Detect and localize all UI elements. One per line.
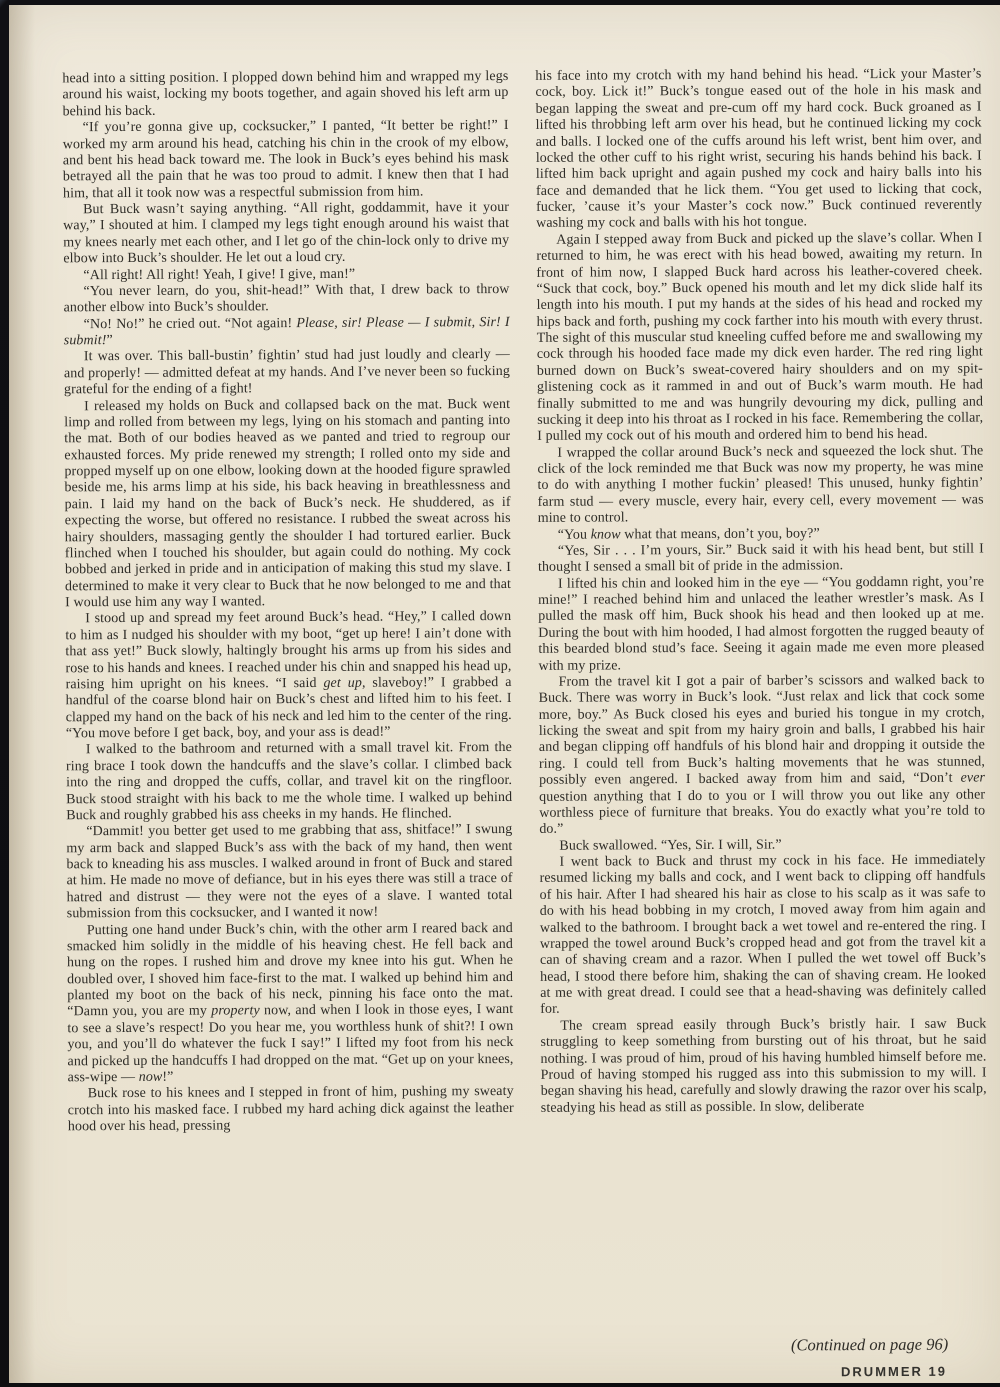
paragraph: “Yes, Sir . . . I’m yours, Sir.” Buck said it with his head bent, but still I thought I sensed a small bit of pride in the admission. bbox=[537, 541, 984, 576]
paragraph: “If you’re gonna give up, cocksucker,” I panted, “It better be right!” I worked my arm around his head, catching his chin in the crook of my elbow, and bent his head back toward me. The look in Buck’s eyes behind his mask betrayed all the pain that he was too proud to admit. I knew then that I had him, that all it took now was a respectful submission from him. bbox=[62, 118, 509, 201]
paragraph: “Dammit! you better get used to me grabbing that ass, shitface!” I swung my arm back and slapped Buck’s ass with the back of my hand, then went back to kneading his ass muscles. I walked around in front of Buck and stared at him. He made no move of defiance, but in his eyes there was still a trace of hatred and distrust — they were not the eyes of a slave. I wanted total submission from this cocksucker, and I wanted it now! bbox=[66, 822, 513, 922]
paragraph: It was over. This ball-bustin’ fightin’ stud had just loudly and clearly — and properly! — admitted defeat at my hands. And I’ve never been so fucking grateful for the ending of a fight! bbox=[63, 347, 510, 398]
paragraph: I stood up and spread my feet around Buck’s head. “Hey,” I called down to him as I nudged his shoulder with my boot, “get up here! I ain’t done with that ass yet!” Buck slowly, haltingly brought his arms up from his sides and rose to his hands and knees. I reached under his chin and snapped his head up, raising him upright on his knees. “I said get up, slaveboy!” I grabbed a handful of the coarse blond hair on Buck’s chest and lifted him to his feet. I clapped my hand on the back of his neck and led him to the center of the ring. “You move before I get back, boy, and your ass is dead!” bbox=[65, 609, 512, 742]
paragraph: I walked to the bathroom and returned with a small travel kit. From the ring brace I took down the handcuffs and the slave’s collar. I climbed back into the ring and dropped the cuffs, collar, and travel kit on the ringfloor. Buck stood straight with his back to me the whole time. I walked up behind Buck and roughly grabbed his ass cheeks in my hands. He flinched. bbox=[65, 740, 513, 824]
paragraph: Putting one hand under Buck’s chin, with the other arm I reared back and smacked him solidly in the middle of his heaving chest. He fell back and hung on the ropes. I rushed him and drove my knee into his gut. When he doubled over, I shoved him face-first to the mat. I walked up behind him and planted my boot on the back of his neck, pinning his face onto the mat. “Damn you, you are my property now, and when I look in those eyes, I want to see a slave’s respect! Do you hear me, you worthless hunk of shit?! I own you, and you’ll do whatever the fuck I say!” I lifted my foot from his neck and picked up the handcuffs I had dropped on the mat. “Get up on your knees, ass-wipe — now!” bbox=[66, 920, 514, 1086]
paragraph: “You never learn, do you, shit-head!” With that, I drew back to throw another elbow into Buck’s shoulder. bbox=[63, 281, 510, 316]
paragraph: I wrapped the collar around Buck’s neck and squeezed the lock shut. The click of the lock reminded me that Buck was now my property, he was mine to do with anything I mother fuckin’ pleased! This unused, hunky fightin’ farm stud — every muscle, every hair, every cell, every movement — was mine to control. bbox=[537, 443, 984, 526]
paragraph: I went back to Buck and thrust my cock in his face. He immediately resumed licking my balls and cock, and I went back to clipping off handfuls of his hair. After I had sheared his hair as close to his scalp as it was safe to do with his head bobbing in my crotch, I moved away from him again and walked to the bathroom. I brought back a wet towel and re-entered the ring. I wrapped the towel around Buck’s cropped head and got from the travel kit a can of shaving cream and a razor. When I pulled the wet towel off Buck’s head, I stood there before him, shaking the can of shaving cream. He looked at me with great dread. I could see that a head-shaving was definitely called for. bbox=[539, 852, 987, 1018]
paragraph: “All right! All right! Yeah, I give! I give, man!” bbox=[83, 266, 356, 283]
italic-emphasis: now bbox=[138, 1069, 163, 1085]
italic-emphasis: property bbox=[211, 1003, 260, 1019]
text-columns bbox=[9, 2, 1000, 1346]
paragraph: “No! No!” he cried out. “Not again! Please, sir! Please — I submit, Sir! I submit!” bbox=[63, 314, 510, 349]
paragraph: From the travel kit I got a pair of barber’s scissors and walked back to Buck. There was worry in Buck’s look. “Just relax and lick that cock some more, boy.” As Buck closed his eyes and buried his tongue in my crotch, licking the sweat and spit from my hairy groin and balls, I grabbed his hair and began clipping off handfuls of his blond hair and dropping it outside the ring. I could tell from Buck’s halting movements that he was stunned, possibly even angered. I backed away from him and said, “Don’t ever question anything that I do to you or I will throw you out like any other worthless piece of furniture that breaks. You do exactly what you’re told to do.” bbox=[538, 672, 986, 838]
paragraph: Buck rose to his knees and I stepped in front of him, pushing my sweaty crotch into his masked face. I rubbed my hard aching dick against the leather hood over his head, pressing bbox=[67, 1084, 514, 1135]
paragraph: “You know what that means, don’t you, boy?” bbox=[557, 525, 820, 543]
text-column-left bbox=[62, 69, 515, 1346]
paragraph: Again I stepped away from Buck and picked up the slave’s collar. When I returned to him, he was erect with his head bowed, awaiting my return. In front of him now, I slapped Buck hard across his leather-covered cheek. “Suck that cock, boy.” Buck opened his mouth and let my dick slide half its length into his mouth. I put my hands at the sides of his head and rocked my hips back and forth, pushing my cock farther into his mouth with every thrust. The sight of this muscular stud kneeling cuffed before me and swallowing my cock through his hooded face made my dick even harder. The red ring light burned down on Buck’s sweat-covered hairy shoulders and on my spit-glistening cock as it rammed in and out of Buck’s warm mouth. He had finally submitted to me and was hungrily devouring my dick, pulling and sucking it deep into his throat as I rocked in his face. Remembering the collar, I pulled my cock out of his mouth and ordered him to bend his head. bbox=[536, 230, 984, 445]
paragraph: his face into my crotch with my hand behind his head. “Lick your Master’s cock, boy. Lick it!” Buck’s tongue eased out of the hole in his mask and began lapping the sweat and pre-cum off my hard cock. Buck groaned as I lifted his throbbing left arm over his head, but he continued licking my cock and balls. I locked one of the cuffs around his left wrist, bent him over, and locked the other cuff to his right wrist, securing his hands behind his back. I lifted him back upright and again pushed my cock and hairy balls into his face and demanded that he lick them. “You get used to licking that cock, fucker, ’cause it’s your Master’s cock now.” Buck continued reverently washing my cock and balls with his hot tongue. bbox=[535, 66, 983, 232]
paragraph: I released my holds on Buck and collapsed back on the mat. Buck went limp and rolled from between my legs, lying on his stomach and panting into the mat. Both of our bodies heaved as we panted and tried to regroup our exhausted forces. My pride renewed my strength; I rolled onto my side and propped myself up on one elbow, looking down at the hooded figure sprawled beside me, his arms limp at his side, his back heaving in breathlessness and pain. I laid my hand on the back of Buck’s neck. He shuddered, as if expecting the worse, but offered no resistance. I rubbed the sweat across his hairy shoulders, massaging gently the shoulder I had tortured earlier. Buck flinched when I touched his shoulder, but again could do nothing. My cock bobbed and jerked in pride and in anticipation of making this stud my slave. I determined to make it very clear to Buck that he now belonged to me and that I would use him any way I wanted. bbox=[64, 396, 512, 611]
paragraph: But Buck wasn’t saying anything. “All right, goddammit, have it your way,” I shouted at him. I clamped my legs tight enough around his waist that my knees nearly met each other, and I let go of the chin-lock only to drive my elbow into Buck’s shoulder. He let out a loud cry. bbox=[63, 199, 510, 267]
paragraph: I lifted his chin and looked him in the eye — “You goddamn right, you’re mine!” I reached behind him and unlaced the leather wrestler’s mask. As I pulled the mask off him, Buck shook his head and then looked up at me. During the bout with him hooded, I had almost forgotten the rugged beauty of this bearded blond stud’s face. Seeing it again made me even more pleased with my prize. bbox=[538, 574, 985, 674]
text-column-right bbox=[535, 67, 988, 1344]
continued-note: (Continued on page 96) bbox=[790, 1334, 949, 1355]
paragraph: head into a sitting position. I plopped down behind him and wrapped my legs around his waist, locking my boots together, and again shoved his left arm up behind his back. bbox=[62, 68, 509, 120]
page-footer: DRUMMER 19 bbox=[840, 1363, 948, 1380]
italic-emphasis: get up bbox=[323, 675, 362, 691]
italic-emphasis: know bbox=[590, 526, 621, 543]
italic-emphasis: ever bbox=[960, 770, 986, 786]
paragraph: Buck swallowed. “Yes, Sir. I will, Sir.” bbox=[559, 837, 782, 854]
paragraph: The cream spread easily through Buck’s bristly hair. I saw Buck struggling to keep something from bursting out of his throat, but he said nothing. I was proud of him, proud of his having humbled himself before me. Proud of having stomped his rugged ass into this submission to my will. I began shaving his head, carefully and slowly drawing the razor over his scalp, steadying his head as still as possible. In slow, deliberate bbox=[540, 1016, 987, 1116]
magazine-page bbox=[9, 5, 1000, 1383]
italic-emphasis: Please, sir! Please — I submit, Sir! I submit! bbox=[63, 314, 510, 349]
